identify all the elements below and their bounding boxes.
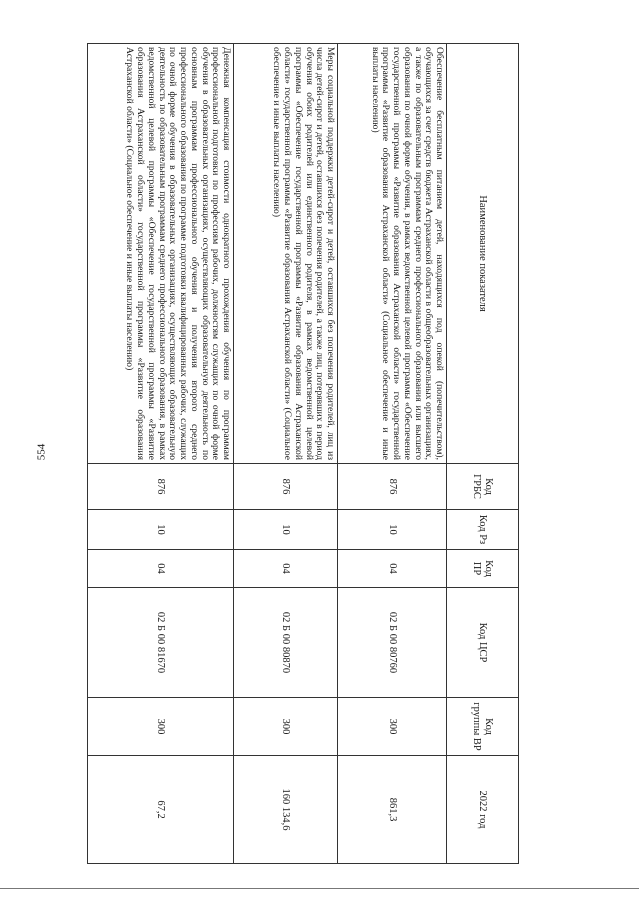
row-name: Денежная компенсация стоимости однократного прохождения обучения по программам профессиональной подготовки по профессиям рабочих, должностям служащих по очной форме обучения в образовательных организациях, осуществляющих образовательную деятельность по основным программам профессионального обучения и получения второго среднего профессионального образования по программе подготовки квалифицированных рабочих, служащих по очной форме обучения в образовательных организациях, осуществляющих образовательную деятельность по образовательным программам среднего профессионального образования, в рамках ведомственной целевой программы «Обеспечение государственной программы «Развитие образования Астраханской области» государственной программы «Развитие образования Астраханской области» (Социальное обеспечение и иные выплаты населению): [88, 44, 234, 464]
row-year: 67,2: [88, 756, 234, 864]
row-pr: 04: [88, 550, 234, 588]
header-grbs: Код ГРБС: [447, 464, 519, 510]
table-header-row: [447, 44, 519, 864]
rotated-table-container: [88, 43, 519, 863]
row-rz: 10: [234, 510, 338, 550]
row-grbs: 876: [338, 464, 447, 510]
budget-table: [87, 43, 519, 864]
table-row: [338, 44, 447, 864]
row-csr: 02 Б 00 80760: [338, 588, 447, 698]
header-year: 2022 год: [447, 756, 519, 864]
row-grbs: 876: [88, 464, 234, 510]
row-csr: 02 Б 00 80870: [234, 588, 338, 698]
page-number: 554: [35, 443, 48, 461]
row-vr: 300: [234, 698, 338, 756]
header-rz: Код Рз: [447, 510, 519, 550]
row-vr: 300: [88, 698, 234, 756]
row-grbs: 876: [234, 464, 338, 510]
row-rz: 10: [338, 510, 447, 550]
row-year: 861,3: [338, 756, 447, 864]
row-rz: 10: [88, 510, 234, 550]
header-pr: Код ПР: [447, 550, 519, 588]
page-bottom-rule: [0, 888, 639, 889]
header-vr: Код группы ВР: [447, 698, 519, 756]
header-csr: Код ЦСР: [447, 588, 519, 698]
row-pr: 04: [234, 550, 338, 588]
header-name: Наименование показателя: [447, 44, 519, 464]
row-name: Меры социальной поддержки детей-сирот и детей, оставшихся без попечения родителей, лиц из числа детей-сирот и детей, оставшихся без попечения родителей, а также лиц, потерявших в период обучения обоих родителей или единственного родителя, в рамках ведомственной целевой программы «Обеспечение государственной программы «Развитие образования Астраханской области» государственной программы «Развитие образования Астраханской области» (Социальное обеспечение и иные выплаты населению): [234, 44, 338, 464]
table-row: [88, 44, 234, 864]
row-pr: 04: [338, 550, 447, 588]
row-name: Обеспечение бесплатным питанием детей, находящихся под опекой (попечительством), обучающихся за счет средств бюджета Астраханской области в общеобразовательных организациях, а также по образовательным программам среднего профессионального образования или высшего образования по очной форме обучения, в рамках ведомственной целевой программы «Обеспечение государственной программы «Развитие образования Астраханской области» государственной программы «Развитие образования Астраханской области» (Социальное обеспечение и иные выплаты населению): [338, 44, 447, 464]
row-year: 160 134,6: [234, 756, 338, 864]
row-vr: 300: [338, 698, 447, 756]
row-csr: 02 Б 00 81670: [88, 588, 234, 698]
table-row: [234, 44, 338, 864]
